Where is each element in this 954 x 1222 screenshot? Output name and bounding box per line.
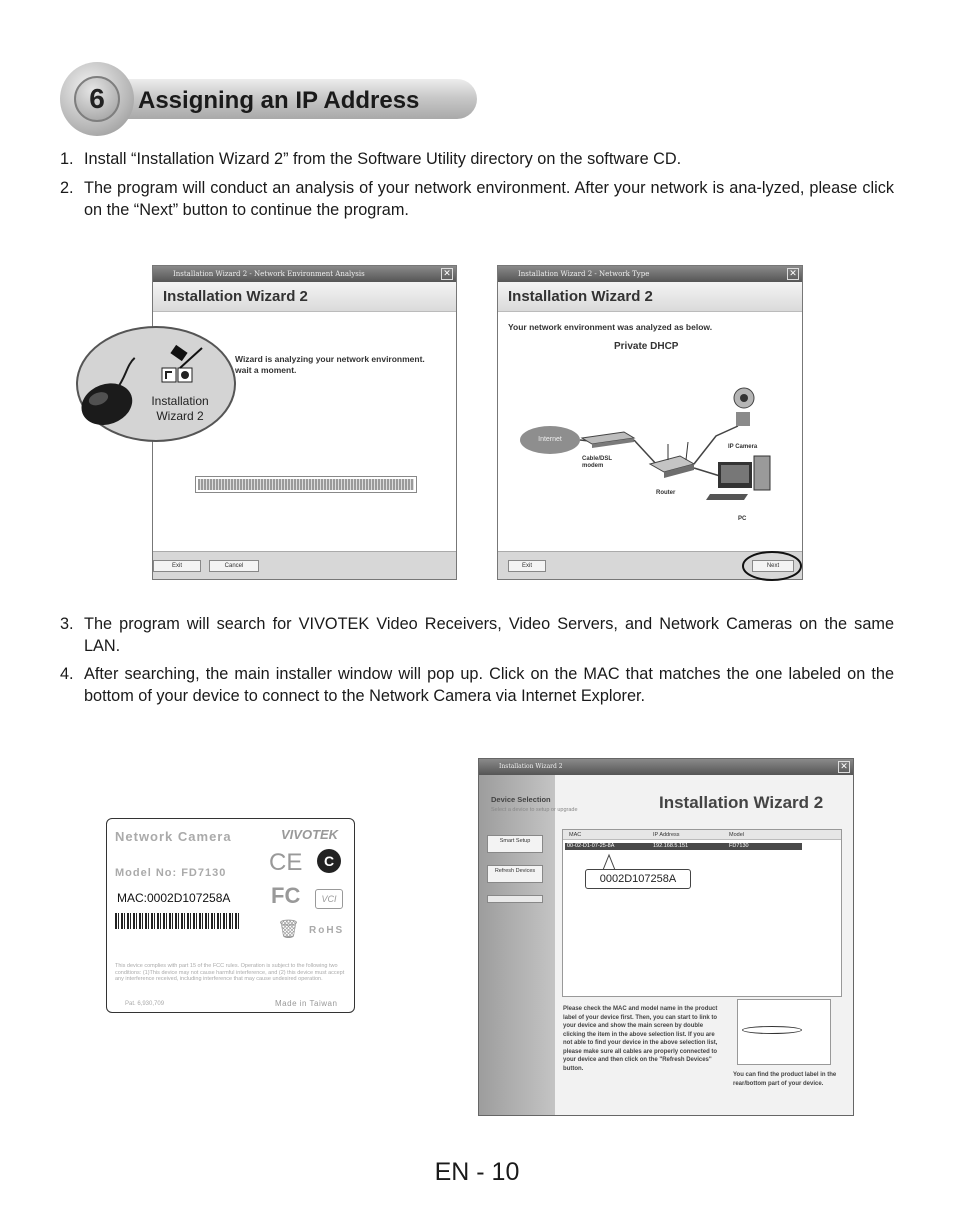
network-diagram (498, 376, 803, 576)
step-number: 4. (60, 665, 74, 683)
analysis-progress-bar (195, 476, 417, 493)
refresh-devices-button[interactable]: Refresh Devices (487, 865, 543, 883)
installer-device-selection-window (478, 758, 854, 1116)
barcode (115, 913, 239, 929)
wizard-network-type-window (497, 265, 803, 580)
next-button[interactable]: Next (752, 560, 794, 572)
cancel-button[interactable]: Cancel (209, 560, 259, 572)
mac-address: MAC:0002D107258A (117, 891, 231, 905)
column-model: Model (729, 832, 744, 838)
fcc-compliance-text: This device complies with part 15 of the FCC rules. Operation is subject to the following two conditions: (1)This device may not cause harmful interference, and (2) this device must accept any interference received, including interference that may cause undesired operation. (115, 963, 345, 982)
installer-banner: Installation Wizard 2 (659, 793, 824, 812)
step-3 (60, 613, 894, 657)
sidebar-divider (487, 895, 543, 903)
step-2 (60, 177, 894, 221)
ce-mark-icon: CE (269, 849, 303, 876)
section-number: 6 (89, 83, 105, 114)
device-selection-subheading: Select a device to setup or upgrade (491, 807, 578, 813)
weee-bin-icon: 🗑 (277, 919, 300, 939)
mac-callout: 0002D107258A (585, 869, 691, 889)
analysis-message-2: wait a moment. (235, 365, 297, 375)
modem-icon (582, 432, 634, 448)
label-location-note: You can find the product label in the rear/bottom part of your device. (733, 1072, 837, 1087)
window-footer (153, 551, 456, 579)
network-type: Private DHCP (614, 341, 679, 352)
close-icon[interactable]: ✕ (838, 761, 850, 773)
section-header (60, 62, 480, 136)
step-text: Install “Installation Wizard 2” from the Software Utility directory on the software CD. (84, 150, 682, 168)
exit-button[interactable]: Exit (508, 560, 546, 572)
window-title: Installation Wizard 2 - Network Environment Analysis ✕ (153, 266, 456, 282)
wizard-banner: Installation Wizard 2 (153, 282, 456, 312)
pc-label: PC (738, 516, 747, 522)
installation-wizard-label: Installation Wizard 2 (151, 394, 209, 423)
step-1 (60, 148, 894, 170)
step-text: The program will search for VIVOTEK Video Receivers, Video Servers, and Network Cameras on the same LAN. (84, 615, 894, 655)
close-icon[interactable]: ✕ (787, 268, 799, 280)
analysis-result-message: Your network environment was analyzed as below. (508, 322, 713, 332)
mac-highlight-circle (742, 1026, 802, 1034)
step-number: 3. (60, 615, 74, 633)
row-ip: 192.168.5.151 (653, 843, 689, 849)
wizard-icon (158, 344, 208, 384)
step-4 (60, 663, 894, 707)
ip-camera-icon (734, 388, 754, 426)
window-title: Installation Wizard 2 - Network Type ✕ (498, 266, 802, 282)
router-label: Router (656, 490, 676, 496)
pc-icon (706, 456, 770, 500)
product-label-thumbnail (737, 999, 831, 1065)
modem-label: Cable/DSL modem (582, 456, 612, 469)
smart-setup-button[interactable]: Smart Setup (487, 835, 543, 853)
device-product-label (106, 818, 355, 1013)
patent-number: Pat. 6,930,709 (125, 1001, 165, 1007)
vci-mark-icon: VCI (315, 889, 343, 909)
installer-sidebar (479, 775, 555, 1115)
device-selection-heading: Device Selection (491, 795, 551, 804)
internet-cloud-icon: Internet (520, 426, 580, 454)
column-ip: IP Address (653, 832, 680, 838)
router-icon (650, 442, 694, 478)
mouse-icon (76, 326, 236, 442)
section-number-badge (60, 62, 134, 136)
step-text: After searching, the main installer window will pop up. Click on the MAC that matches the one labeled on the bottom of your device to connect to the Network Camera via Internet Explorer. (84, 665, 894, 705)
column-mac: MAC (569, 832, 582, 838)
progress-fill (198, 479, 414, 490)
step-number: 2. (60, 179, 74, 197)
step-number: 1. (60, 150, 74, 168)
section-title: Assigning an IP Address (138, 87, 420, 114)
instruction-note: Please check the MAC and model name in the product label of your device first. Then, you can start to link to your device and show the main screen by double clicking the item in the above selection list. If you are not able to find your device in the above selection list, please make sure all cables are properly connected to your device and then click on the "Refresh Devices" button. (563, 1006, 718, 1072)
row-mac: 00-02-D1-07-25-8A (567, 843, 615, 849)
fcc-mark-icon: FC (271, 883, 301, 908)
row-model: FD7130 (729, 843, 749, 849)
c-tick-mark-icon: C (317, 849, 341, 873)
close-icon[interactable]: ✕ (441, 268, 453, 280)
ip-camera-label: IP Camera (728, 444, 758, 450)
made-in: Made in Taiwan (275, 999, 338, 1008)
installation-wizard-shortcut[interactable] (76, 326, 236, 442)
analysis-message: Wizard is analyzing your network environment. (235, 354, 425, 364)
next-button-highlight-circle (742, 550, 806, 584)
device-row[interactable] (565, 843, 802, 850)
device-list-header (563, 830, 841, 840)
page-number: EN - 10 (434, 1158, 520, 1186)
window-title: Installation Wizard 2 ✕ (479, 759, 853, 775)
step-text: The program will conduct an analysis of your network environment. After your network is ana-lyzed, please click on the “Next” button to continue the program. (84, 179, 894, 219)
exit-button[interactable]: Exit (153, 560, 201, 572)
product-name: Network Camera (115, 829, 232, 844)
brand-logo: VIVOTEK (281, 827, 339, 842)
rohs-mark: RoHS (309, 925, 345, 936)
model-number: Model No: FD7130 (115, 867, 227, 879)
wizard-banner: Installation Wizard 2 (498, 282, 802, 312)
